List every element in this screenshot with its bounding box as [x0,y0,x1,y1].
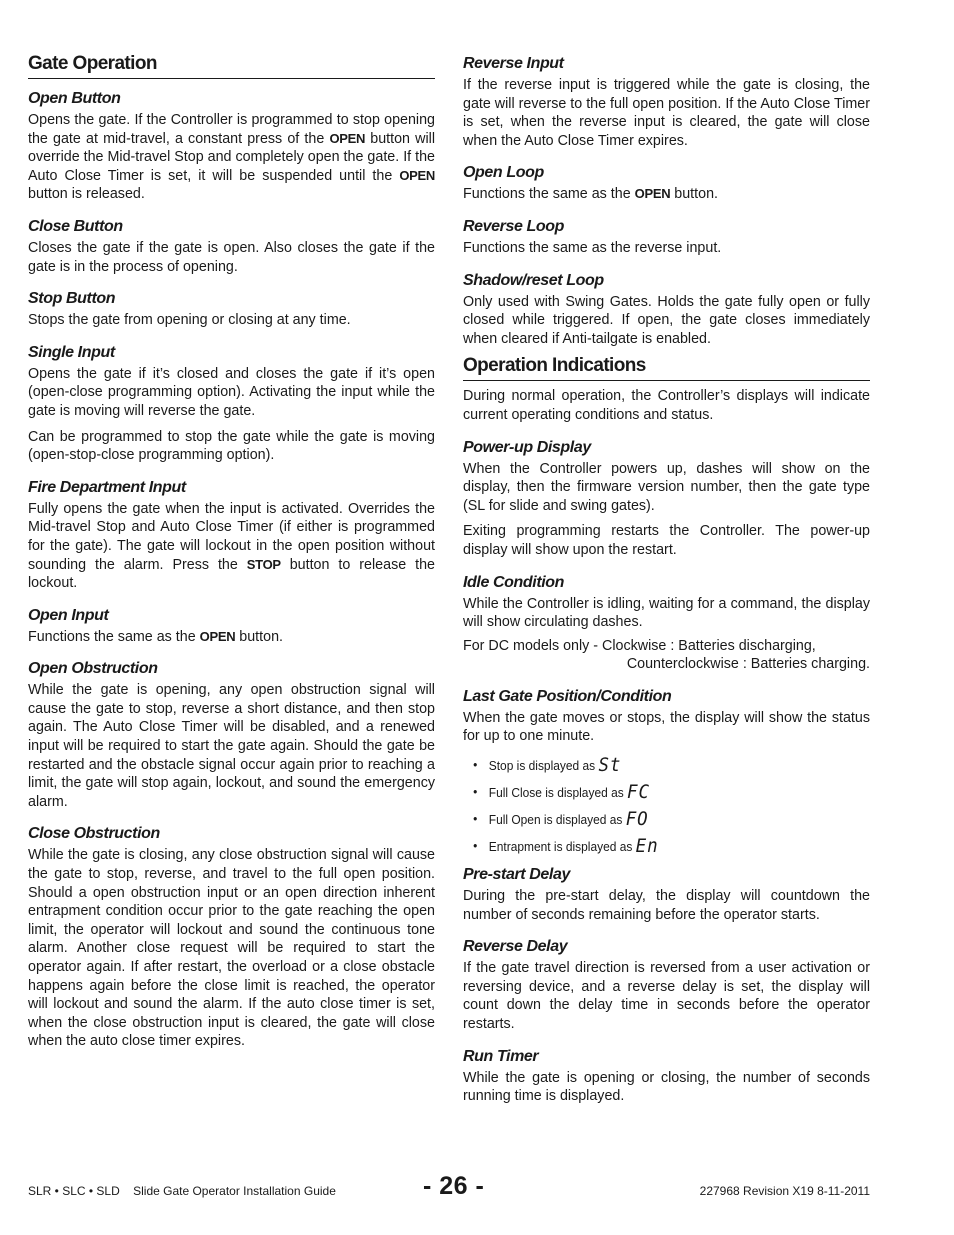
idle-condition-text: While the Controller is idling, waiting for a command, the display will show circulating dashes. [463,595,870,631]
pre-start-delay-text: During the pre-start delay, the display will countdown the number of seconds remaining before the operator starts. [463,888,870,923]
display-code-en: En [635,835,659,858]
subheading-reverse-input: Reverse Input [463,55,564,72]
close-obstruction-text: While the gate is closing, any close obstruction signal will cause the gate to stop, reverse, and travel to the full open position. Should a open obstruction input or an open direction inherent entrapment condition occur prior to the gate reaching the open limit, the operator will lockout and sound the continuous tone alarm. Another close request will be required to start the operator again. If after restart, the overload or a close obstacle happens again before the close limit is reached, the operator will lockout and sound the alarm. If the auto close timer is set, when the close obstruction input is cleared, the gate will close when the auto close timer expires. [28,847,435,1050]
subheading-fire-department-input: Fire Department Input [28,478,186,496]
subheading-run-timer: Run Timer [463,1047,539,1065]
right-column [463,52,870,1106]
power-up-text-2: Exiting programming restarts the Controller. The power-up display will show upon the restart. [463,523,870,558]
open-button-text: Opens the gate. If the Controller is programmed to stop opening the gate at mid-travel, a constant press of the OPEN button will override the Mid-travel Stop and completely open the gate. If the Auto Close Timer is set, it will be suspended until the OPEN button is released. [28,112,435,203]
subheading-pre-start-delay: Pre-start Delay [463,866,570,884]
subheading-open-button: Open Button [28,90,121,107]
open-keyword: OPEN [199,628,236,644]
subheading-last-gate-position: Last Gate Position/Condition [463,687,672,705]
page-number: - 26 - [423,1172,485,1200]
subheading-reverse-loop: Reverse Loop [463,217,565,235]
list-item: • Full Open is displayed as FO [473,808,649,831]
list-item: • Full Close is displayed as FC [473,781,650,804]
display-code-fo: FO [625,808,649,831]
reverse-input-text: If the reverse input is triggered while the gate is closing, the gate will reverse to the full open position. If the Auto Close Timer is set, when the reverse input is cleared, the gate will close when the Auto Close Timer expires. [463,77,870,149]
subheading-open-loop: Open Loop [463,164,544,182]
subheading-close-button: Close Button [28,217,123,235]
subheading-close-obstruction: Close Obstruction [28,825,160,843]
open-keyword: OPEN [634,186,671,202]
footer-revision: 227968 Revision X19 8-11-2011 [699,1184,870,1198]
section-heading-gate-operation: Gate Operation [28,52,435,79]
subheading-stop-button: Stop Button [28,290,116,308]
display-code-fc: FC [627,781,650,804]
fire-department-text: Fully opens the gate when the input is activated. Overrides the Mid-travel Stop and Auto Close Timer (if either is programmed for the gate). The gate will lockout in the open position without sounding the alarm. Press the STOP button to release the lockout. [28,500,435,592]
open-keyword: OPEN [399,167,435,183]
power-up-text-1: When the Controller powers up, dashes will show on the display, then the firmware version number, then the gate type (SL for slide and swing gates). [463,460,870,514]
shadow-loop-text: Only used with Swing Gates. Holds the gate fully open or fully closed while triggered. If open, the gate closes immediately when cleared if Anti-tailgate is enabled. [463,293,870,347]
dc-note-line-1: For DC models only - Clockwise : Batteries discharging, [463,637,816,654]
subheading-reverse-delay: Reverse Delay [463,938,568,956]
display-code-st: St [598,754,622,777]
subheading-single-input: Single Input [28,343,115,361]
close-button-text: Closes the gate if the gate is open. Also closes the gate if the gate is in the process of opening. [28,239,435,275]
open-loop-text: Functions the same as the OPEN button. [463,186,719,203]
list-item: • Stop is displayed as St [473,754,622,777]
single-input-text-2: Can be programmed to stop the gate while the gate is moving (open-stop-close programming option). [28,428,435,464]
stop-button-text: Stops the gate from opening or closing at any time. [28,312,351,329]
operation-indications-intro: During normal operation, the Controller’s displays will indicate current operating conditions and status. [463,388,870,423]
subheading-idle-condition: Idle Condition [463,573,565,591]
subheading-power-up-display: Power-up Display [463,438,591,456]
page-footer [28,1172,870,1202]
dc-models-note [463,637,870,674]
section-heading-operation-indications: Operation Indications [463,354,870,381]
open-keyword: OPEN [329,130,366,146]
dc-note-line-2: Counterclockwise : Batteries charging. [626,656,870,673]
list-item: • Entrapment is displayed as En [473,835,659,858]
stop-keyword: STOP [246,556,281,572]
open-obstruction-text: While the gate is opening, any open obstruction signal will cause the gate to stop, reverse a short distance, and then stop again. The Auto Close Timer will be disabled, and a renewed input will be required to start the gate again. Should the gate be restarted and the obstacle signal occur again prior to reaching a limit, the gate will stop again, lockout, and sound the emergency alarm. [28,682,435,810]
footer-product-title: SLR • SLC • SLD Slide Gate Operator Installation Guide [28,1184,336,1198]
run-timer-text: While the gate is opening or closing, the number of seconds running time is displayed. [463,1069,870,1105]
reverse-loop-text: Functions the same as the reverse input. [463,239,722,256]
last-gate-position-text: When the gate moves or stops, the display will show the status for up to one minute. [463,709,870,745]
left-column [28,52,435,1051]
subheading-shadow-reset-loop: Shadow/reset Loop [463,271,604,289]
display-codes-list [463,752,870,860]
subheading-open-input: Open Input [28,606,109,624]
reverse-delay-text: If the gate travel direction is reversed from a user activation or reversing device, and a reverse delay is set, the display will count down the delay time in seconds before the operator restarts. [463,960,870,1033]
open-input-text: Functions the same as the OPEN button. [28,628,284,645]
single-input-text-1: Opens the gate if it’s closed and closes the gate if it’s open (open-close programming option). Activating the input while the gate is moving will reverse the gate. [28,365,435,419]
subheading-open-obstruction: Open Obstruction [28,660,158,678]
